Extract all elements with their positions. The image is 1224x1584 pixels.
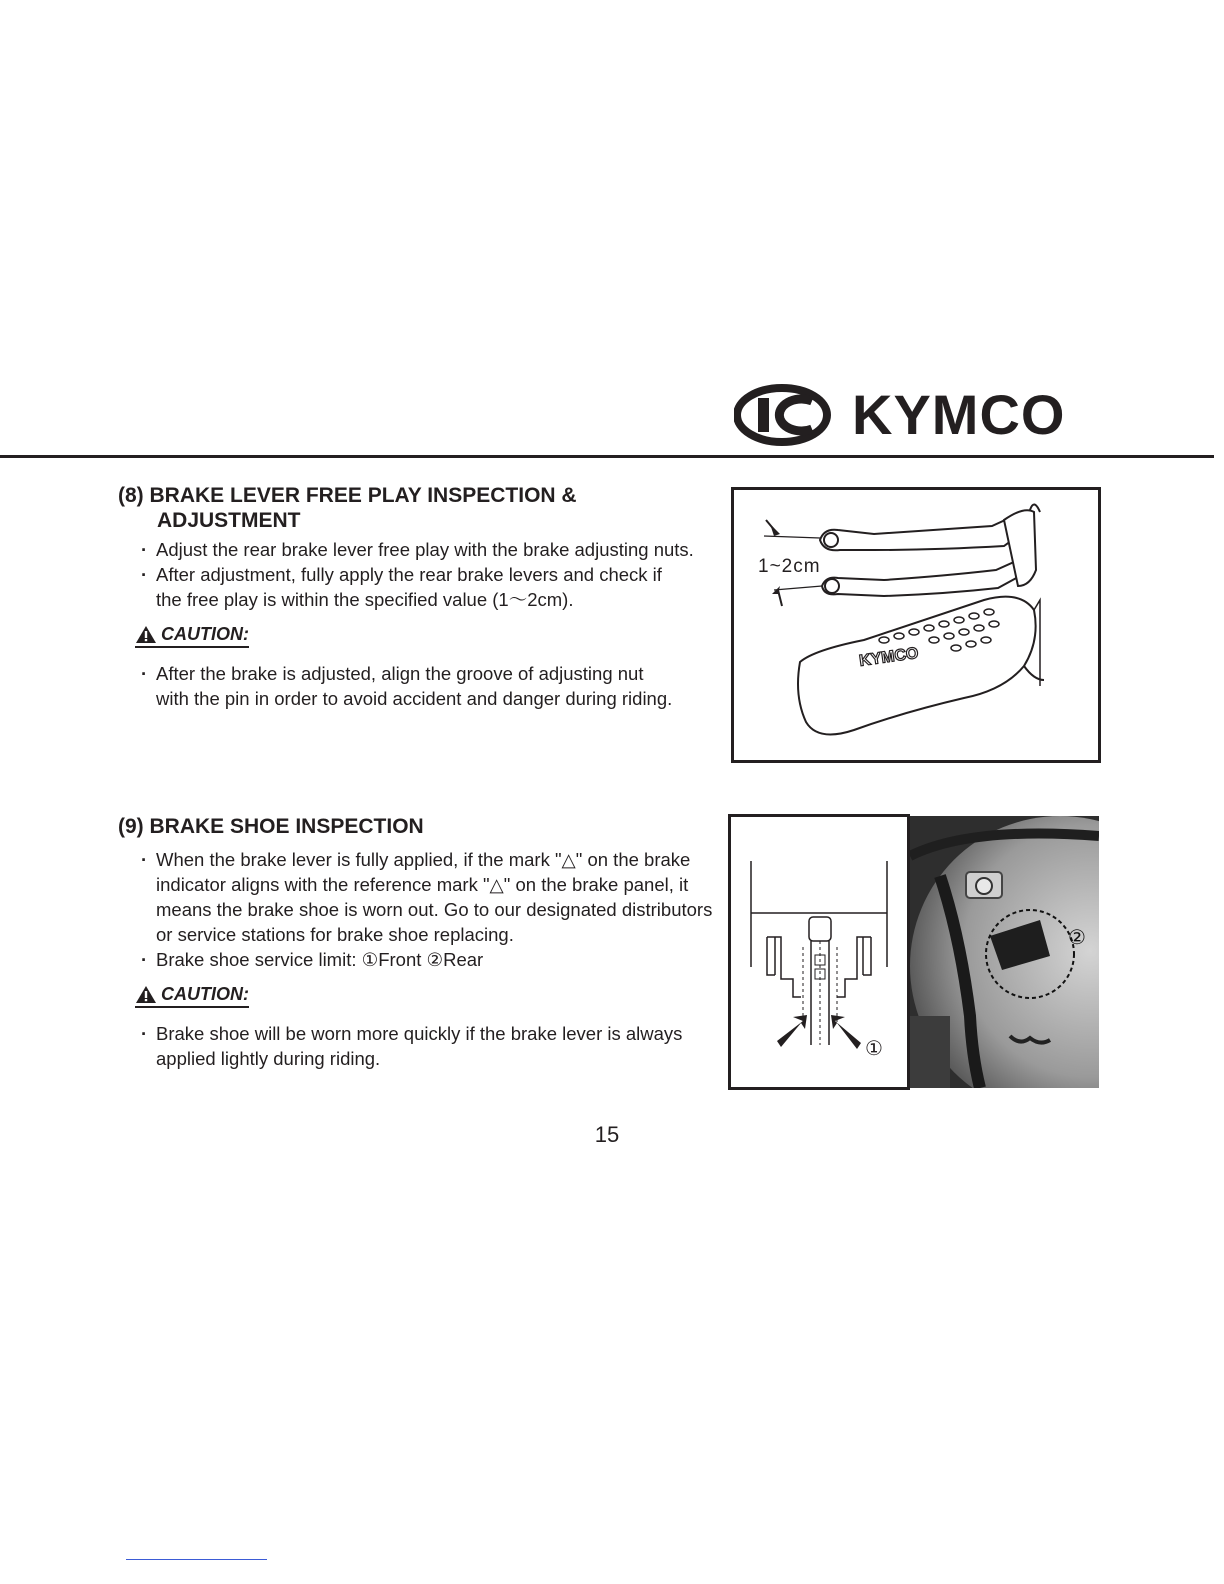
brake-panel-photo — [910, 816, 1099, 1088]
section-brake-lever-free-play — [118, 483, 698, 711]
caution-label: CAUTION: — [135, 984, 249, 1008]
brand-logo — [734, 384, 1086, 446]
brake-lever-figure — [731, 487, 1101, 763]
bullet-item: · When the brake lever is fully applied, if the mark "△" on the brake indicator aligns with the reference mark "△" on the brake panel, it means the brake shoe is worn out. Go to our designated distributors or service stations for brake shoe replacing. — [118, 847, 726, 947]
section-heading: (8) BRAKE LEVER FREE PLAY INSPECTION & — [118, 484, 577, 507]
section-heading-continued: ADJUSTMENT — [157, 509, 301, 532]
section-heading: (9) BRAKE SHOE INSPECTION — [118, 815, 424, 838]
callout-rear-label: ② — [1068, 925, 1086, 949]
kymco-k-logo-icon — [734, 384, 844, 446]
brake-lever-illustration — [734, 490, 1098, 760]
caution-bullet-item: · After the brake is adjusted, align the groove of adjusting nut with the pin in order to avoid accident and danger during riding. — [118, 661, 676, 711]
bullet-item: · Adjust the rear brake lever free play with the brake adjusting nuts. — [118, 537, 698, 562]
bullet-item: · After adjustment, fully apply the rear brake levers and check if the free play is within the specified value (1～2cm). — [118, 562, 666, 612]
brand-name: KYMCO — [852, 383, 1066, 446]
callout-front-label: ① — [865, 1036, 883, 1060]
header-divider — [0, 455, 1214, 458]
footer-link-underline — [126, 1559, 267, 1560]
grip-brand-label: KYMCO — [858, 644, 920, 670]
caution-bullet-item: · Brake shoe will be worn more quickly if the brake lever is always applied lightly during riding. — [118, 1021, 716, 1071]
brake-indicator-diagram — [728, 814, 910, 1090]
brake-shoe-figure — [728, 814, 1099, 1088]
free-play-measurement-label: 1~2cm — [758, 556, 821, 577]
section-brake-shoe-inspection — [118, 814, 713, 1071]
warning-triangle-icon — [135, 625, 157, 644]
page-number: 15 — [594, 1122, 620, 1147]
warning-triangle-icon — [135, 985, 157, 1004]
caution-label: CAUTION: — [135, 624, 249, 648]
bullet-item: · Brake shoe service limit: ①Front ②Rear — [118, 947, 698, 972]
